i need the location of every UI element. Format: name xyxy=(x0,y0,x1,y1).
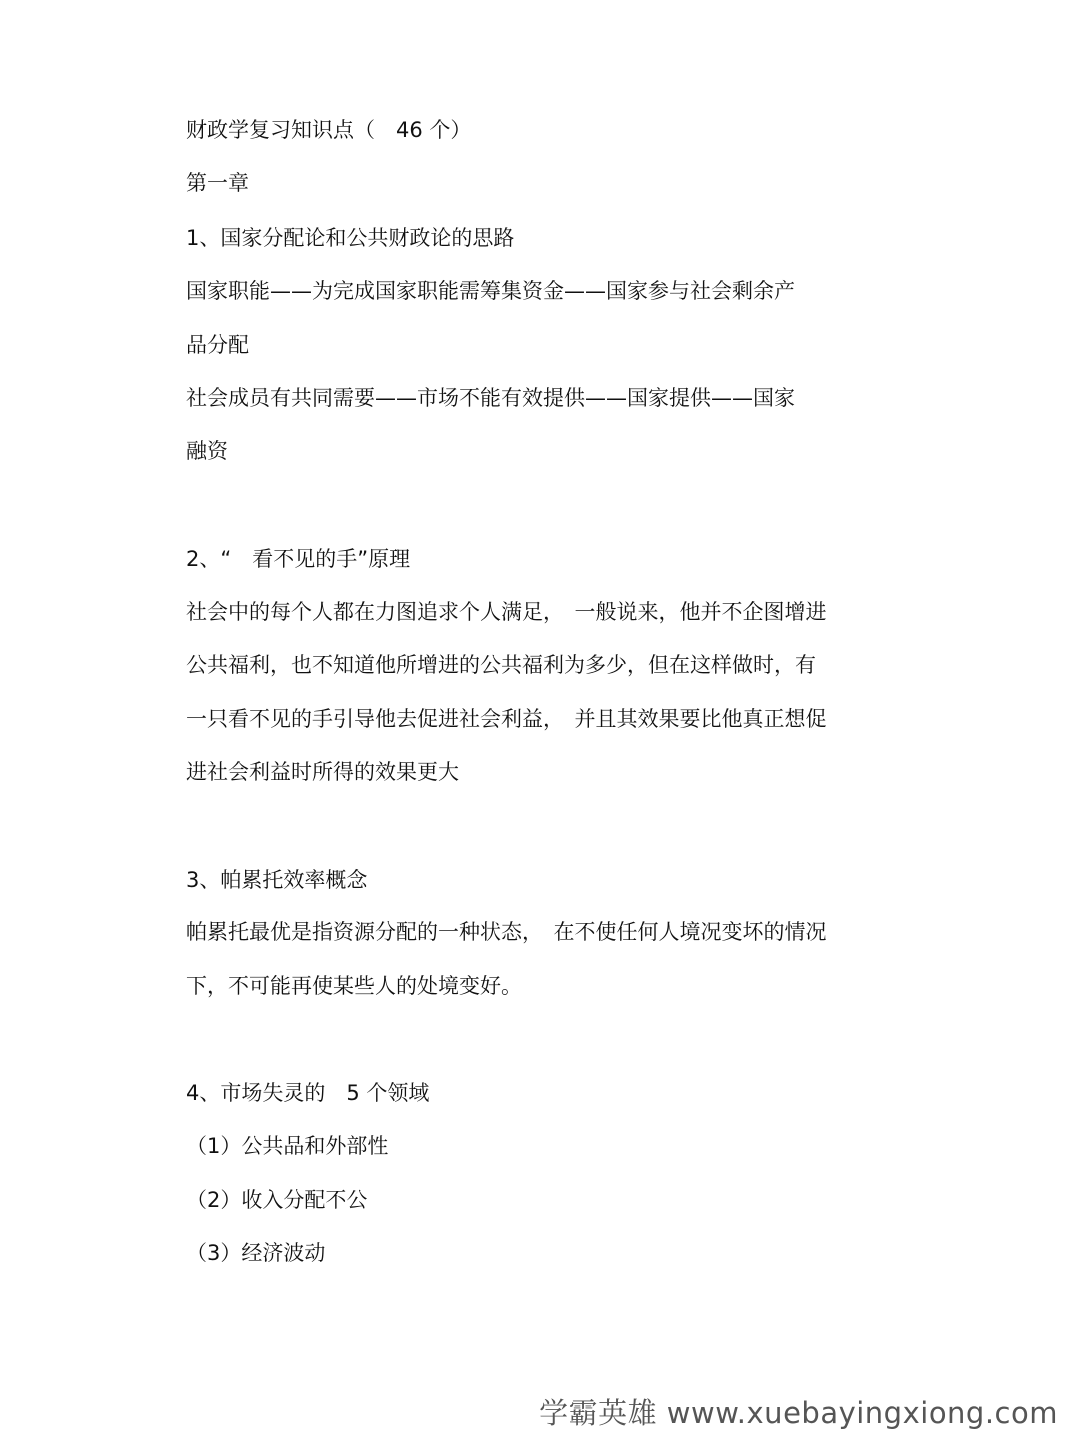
section-2-heading: 2、“ 看不见的手”原理 xyxy=(186,547,411,571)
section-1-line-3: 社会成员有共同需要——市场不能有效提供——国家提供——国家 xyxy=(186,386,795,410)
section-1-line-1: 国家职能——为完成国家职能需筹集资金——国家参与社会剩余产 xyxy=(186,279,795,303)
chapter-heading: 第一章 xyxy=(186,171,249,195)
section-4-line-1: （1）公共品和外部性 xyxy=(186,1134,389,1158)
section-4-heading: 4、市场失灵的 5 个领域 xyxy=(186,1081,430,1105)
section-4-line-2: （2）收入分配不公 xyxy=(186,1188,368,1212)
section-1-line-2: 品分配 xyxy=(186,333,249,357)
section-2-line-4: 进社会利益时所得的效果更大 xyxy=(186,760,459,784)
section-3-line-2: 下，不可能再使某些人的处境变好。 xyxy=(186,974,522,998)
section-3-heading: 3、帕累托效率概念 xyxy=(186,868,368,892)
watermark: 学霸英雄 www.xuebayingxiong.com xyxy=(539,1396,1058,1430)
section-1-heading: 1、国家分配论和公共财政论的思路 xyxy=(186,226,515,250)
section-3-line-1: 帕累托最优是指资源分配的一种状态， 在不使任何人境况变坏的情况 xyxy=(186,920,827,944)
document-title: 财政学复习知识点（ 46 个） xyxy=(186,118,472,142)
section-4-line-3: （3）经济波动 xyxy=(186,1241,326,1265)
section-2-line-2: 公共福利，也不知道他所增进的公共福利为多少，但在这样做时，有 xyxy=(186,653,816,677)
section-1-line-4: 融资 xyxy=(186,439,228,463)
section-2-line-3: 一只看不见的手引导他去促进社会利益， 并且其效果要比他真正想促 xyxy=(186,707,827,731)
section-2-line-1: 社会中的每个人都在力图追求个人满足， 一般说来，他并不企图增进 xyxy=(186,600,827,624)
